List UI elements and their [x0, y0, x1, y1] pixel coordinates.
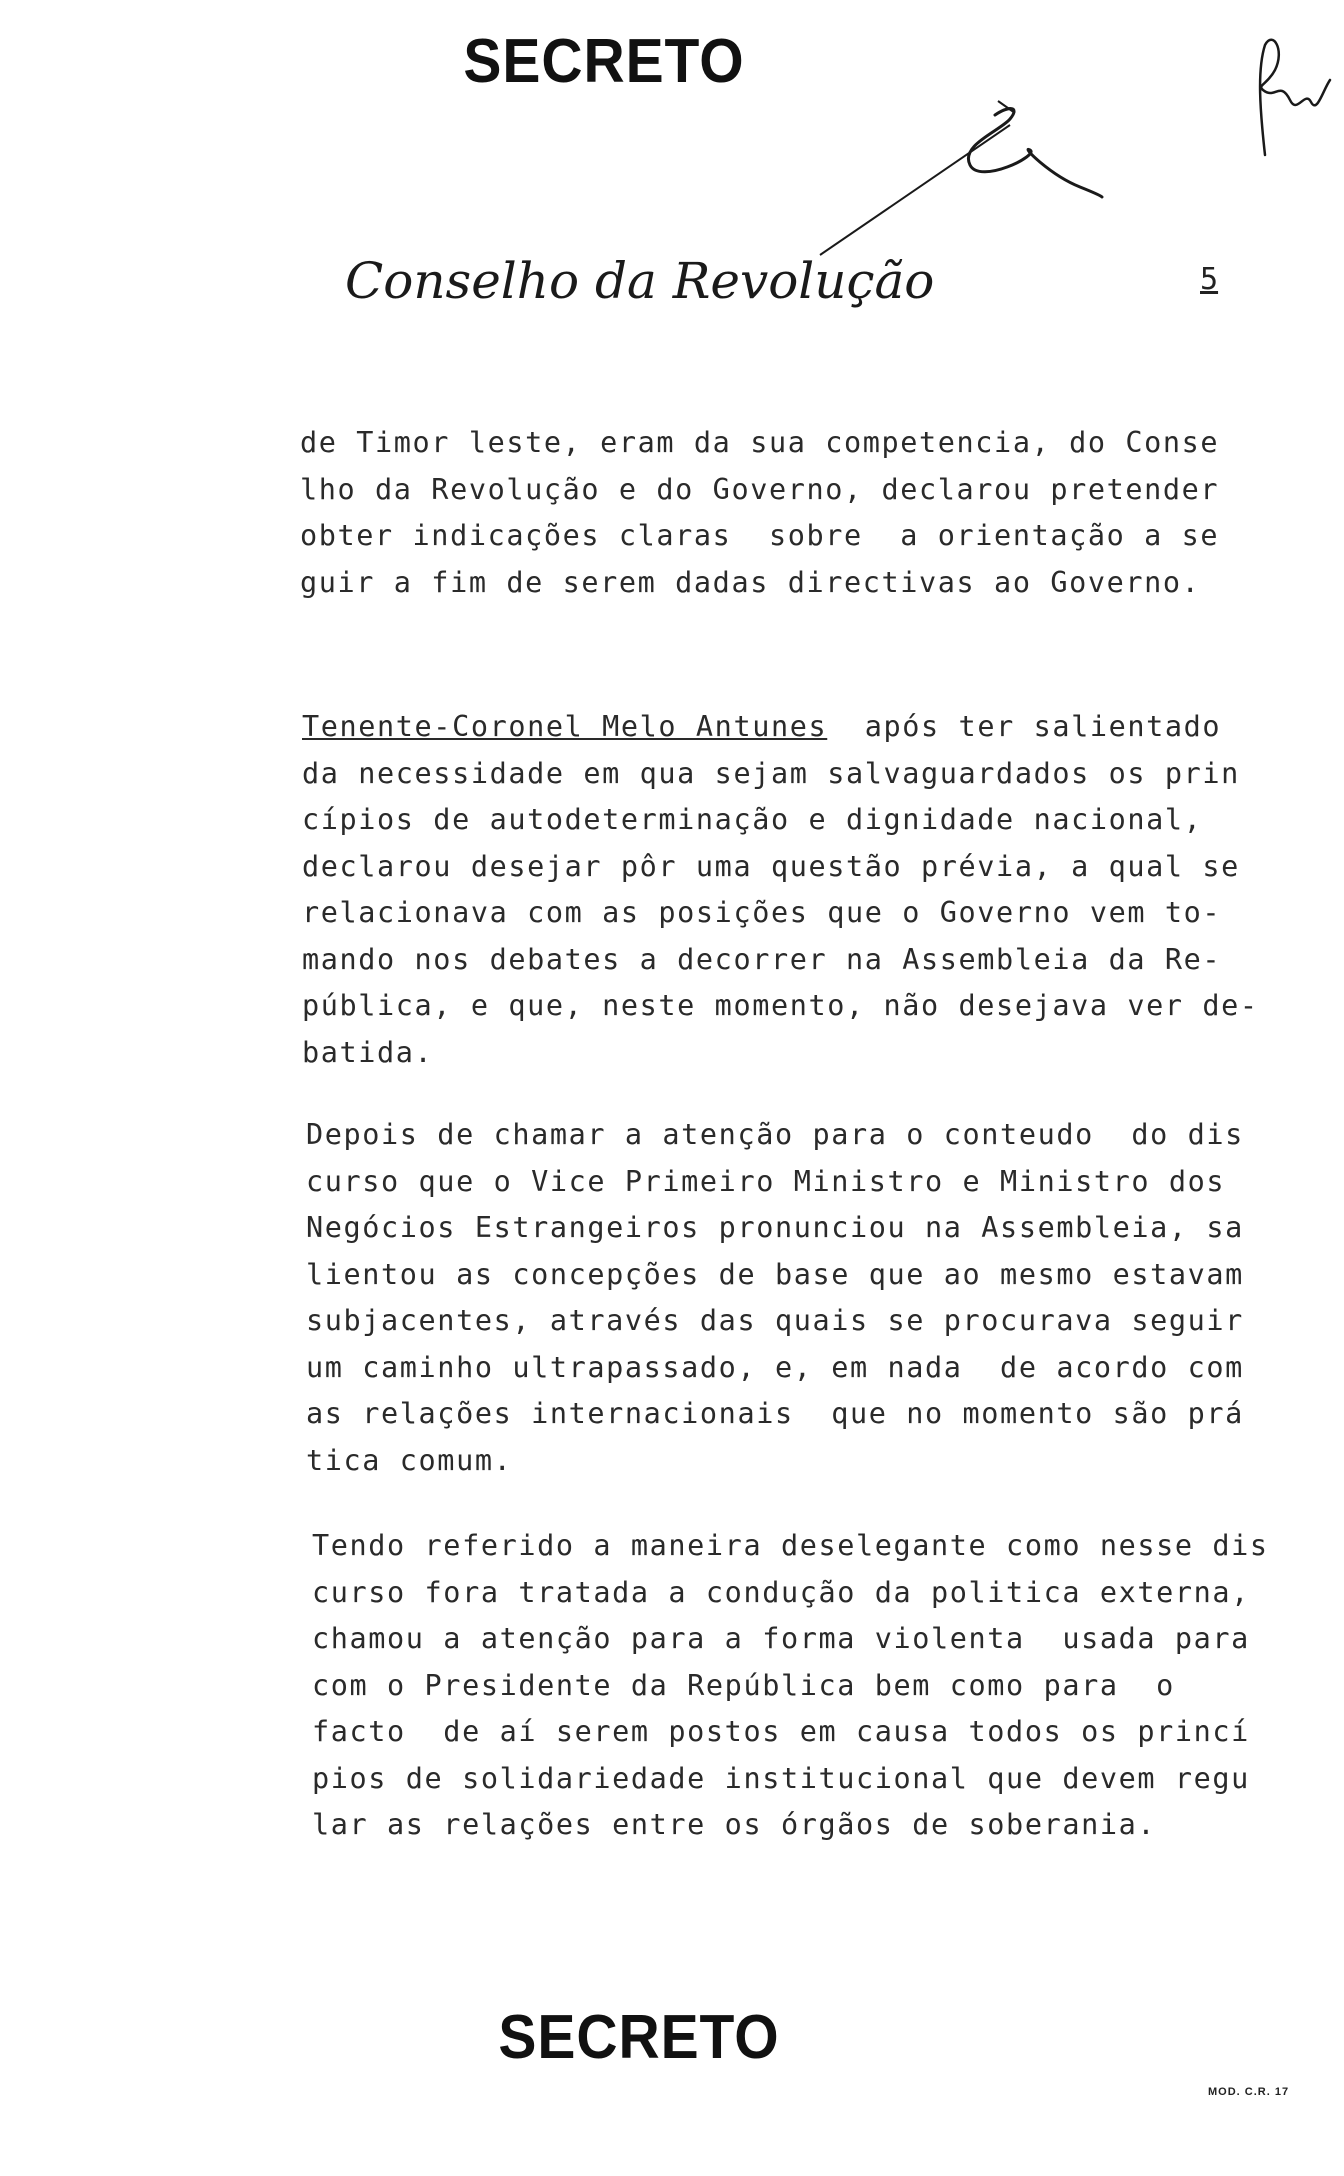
initials-signature [1245, 30, 1337, 165]
text-line: as relações internacionais que no momento são prá [306, 1397, 1244, 1430]
text-line: facto de aí serem postos em causa todos os princí [312, 1715, 1250, 1748]
text-line: obter indicações claras sobre a orientação a se [300, 519, 1220, 552]
speaker-name: Tenente-Coronel Melo Antunes [302, 710, 828, 743]
paragraph-discurso [306, 1112, 1244, 1484]
text-line: subjacentes, através das quais se procurava seguir [306, 1304, 1244, 1337]
text-line: Depois de chamar a atenção para o conteudo do dis [306, 1118, 1244, 1151]
form-code: MOD. C.R. 17 [1208, 2086, 1290, 2098]
text-line: um caminho ultrapassado, e, em nada de acordo com [306, 1350, 1244, 1384]
text-line: mando nos debates a decorrer na Assembleia da Re- [302, 942, 1222, 976]
text-line: curso fora tratada a condução da politica externa, [312, 1575, 1250, 1609]
text-line: chamou a atenção para a forma violenta usada para [312, 1622, 1250, 1655]
text-line: pios de solidariedade institucional que devem regu [312, 1761, 1250, 1795]
text-line: pública, e que, neste momento, não desejava ver de- [302, 989, 1259, 1022]
text-line: cípios de autodeterminação e dignidade nacional, [302, 803, 1203, 836]
text-line: Negócios Estrangeiros pronunciou na Assembleia, sa [306, 1211, 1244, 1244]
handwritten-signature [810, 95, 1110, 265]
text-line: da necessidade em qua sejam salvaguardados os prin [302, 756, 1240, 790]
text-line [302, 704, 1259, 751]
page-number: 5 [1200, 262, 1219, 297]
letterhead-council-name: Conselho da Revolução [345, 252, 935, 310]
paragraph-politica-externa [312, 1523, 1269, 1849]
text-line: de Timor leste, eram da sua competencia, do Conse [300, 426, 1220, 459]
text-line: declarou desejar pôr uma questão prévia, a qual se [302, 849, 1240, 883]
paragraph-timor [300, 420, 1219, 606]
text-line: tica comum. [306, 1443, 513, 1477]
paragraph-melo-antunes [302, 704, 1259, 1076]
text-line: guir a fim de serem dadas directivas ao Governo. [300, 565, 1201, 599]
text-fragment: após ter salientado [827, 710, 1222, 743]
classification-stamp-bottom: SECRETO [498, 2003, 780, 2072]
text-line: relacionava com as posições que o Governo vem to- [302, 896, 1222, 929]
text-line: lientou as concepções de base que ao mesmo estavam [306, 1257, 1244, 1291]
text-line: Tendo referido a maneira deselegante como nesse dis [312, 1529, 1269, 1562]
text-line: curso que o Vice Primeiro Ministro e Ministro dos [306, 1164, 1226, 1198]
classification-stamp-top: SECRETO [463, 27, 745, 96]
text-line: com o Presidente da República bem como para o [312, 1668, 1175, 1702]
text-line: batida. [302, 1035, 434, 1069]
text-line: lho da Revolução e do Governo, declarou pretender [300, 472, 1220, 506]
text-line: lar as relações entre os órgãos de soberania. [312, 1808, 1157, 1841]
